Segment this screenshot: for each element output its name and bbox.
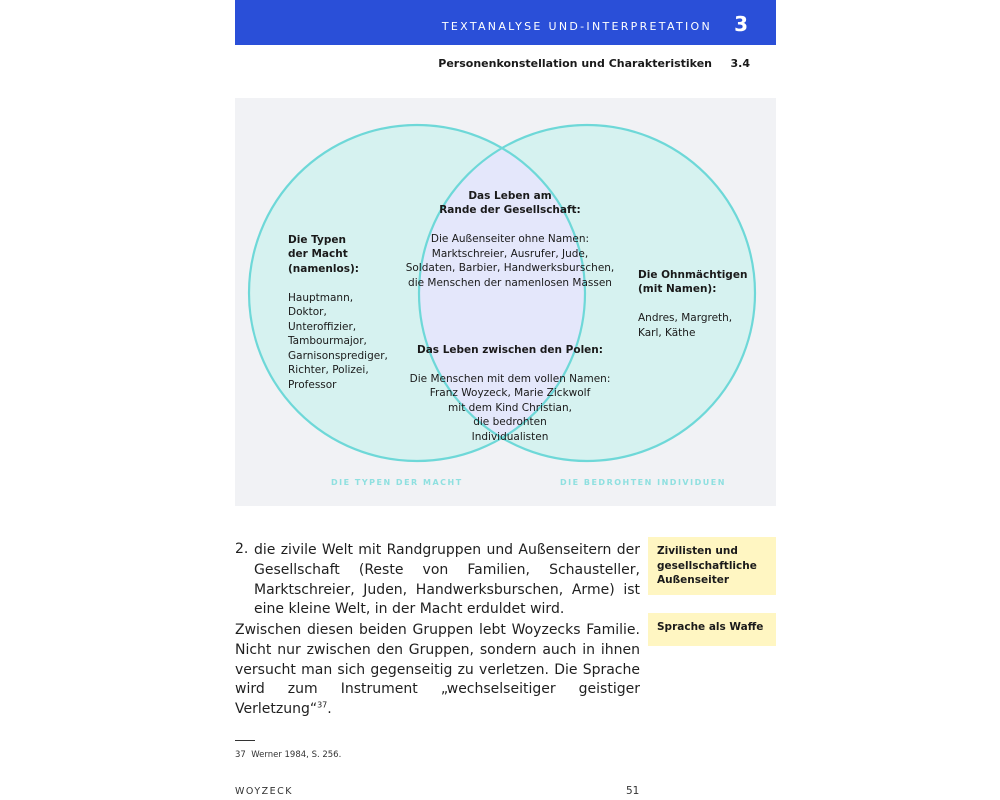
section-heading bbox=[235, 57, 776, 71]
body-paragraph bbox=[235, 621, 640, 720]
footnote-divider bbox=[235, 740, 255, 741]
paragraph-text: Zwischen diesen beiden Gruppen lebt Woyzecks Familie. Nicht nur zwischen den Gruppen, sondern auch in ihnen versucht man sich gegenseitig zu verletzen. Die Sprache wird zum Instrument „wechselseitiger geistiger Verletzung“ bbox=[235, 622, 640, 718]
right-circle-caption: DIE BEDROHTEN INDIVIDUEN bbox=[560, 478, 726, 487]
list-number: 2. bbox=[235, 541, 249, 557]
footnote-number: 37 bbox=[235, 750, 246, 760]
chapter-number: 3 bbox=[734, 12, 748, 36]
left-circle-caption: DIE TYPEN DER MACHT bbox=[331, 478, 463, 487]
margin-note-civilians: Zivilisten und gesellschaftliche Außenseiter bbox=[648, 537, 776, 595]
chapter-header-bar bbox=[235, 0, 776, 45]
list-item-text: die zivile Welt mit Randgruppen und Außenseitern der Gesellschaft (Reste von Familien, Schausteller, Marktschreier, Juden, Handwerksburschen, Arme) ist eine kleine Welt, in der Macht erduldet wird. bbox=[254, 542, 640, 618]
margin-note-language: Sprache als Waffe bbox=[648, 613, 776, 646]
paragraph-end: . bbox=[327, 701, 332, 718]
section-number: 3.4 bbox=[730, 57, 750, 70]
footnote bbox=[235, 750, 341, 760]
top-center-body: Die Außenseiter ohne Namen: Marktschreier, Ausrufer, Jude, Soldaten, Barbier, Handwerksburschen, die Menschen der namenlosen Massen bbox=[405, 233, 615, 289]
chapter-title: TEXTANALYSE UND-INTERPRETATION bbox=[441, 20, 712, 33]
left-region-items: Hauptmann, Doktor, Unteroffizier, Tambourmajor, Garnisonsprediger, Richter, Polizei, Professor bbox=[288, 291, 388, 391]
footnote-reference[interactable]: 37 bbox=[317, 700, 328, 710]
bottom-center-heading: Das Leben zwischen den Polen: bbox=[417, 343, 603, 356]
right-region-items: Andres, Margreth, Karl, Käthe bbox=[638, 312, 733, 339]
footnote-text: Werner 1984, S. 256. bbox=[251, 750, 342, 760]
section-title: Personenkonstellation und Charakteristiken bbox=[438, 57, 712, 70]
left-region-heading: Die Typen der Macht (namenlos): bbox=[288, 233, 359, 275]
venn-diagram-figure bbox=[235, 98, 776, 506]
footer-book-title: WOYZECK bbox=[235, 786, 294, 797]
top-center-heading: Das Leben am Rande der Gesellschaft: bbox=[439, 189, 581, 216]
right-region-text bbox=[638, 253, 747, 340]
bottom-center-region-text bbox=[392, 328, 628, 444]
bottom-center-body: Die Menschen mit dem vollen Namen: Franz Woyzeck, Marie Zickwolf mit dem Kind Christian, die bedrohten Individualisten bbox=[409, 372, 611, 443]
right-region-heading: Die Ohnmächtigen (mit Namen): bbox=[638, 268, 748, 295]
page-number: 51 bbox=[626, 785, 640, 797]
left-region-text bbox=[288, 218, 388, 392]
top-center-region-text bbox=[392, 174, 628, 290]
